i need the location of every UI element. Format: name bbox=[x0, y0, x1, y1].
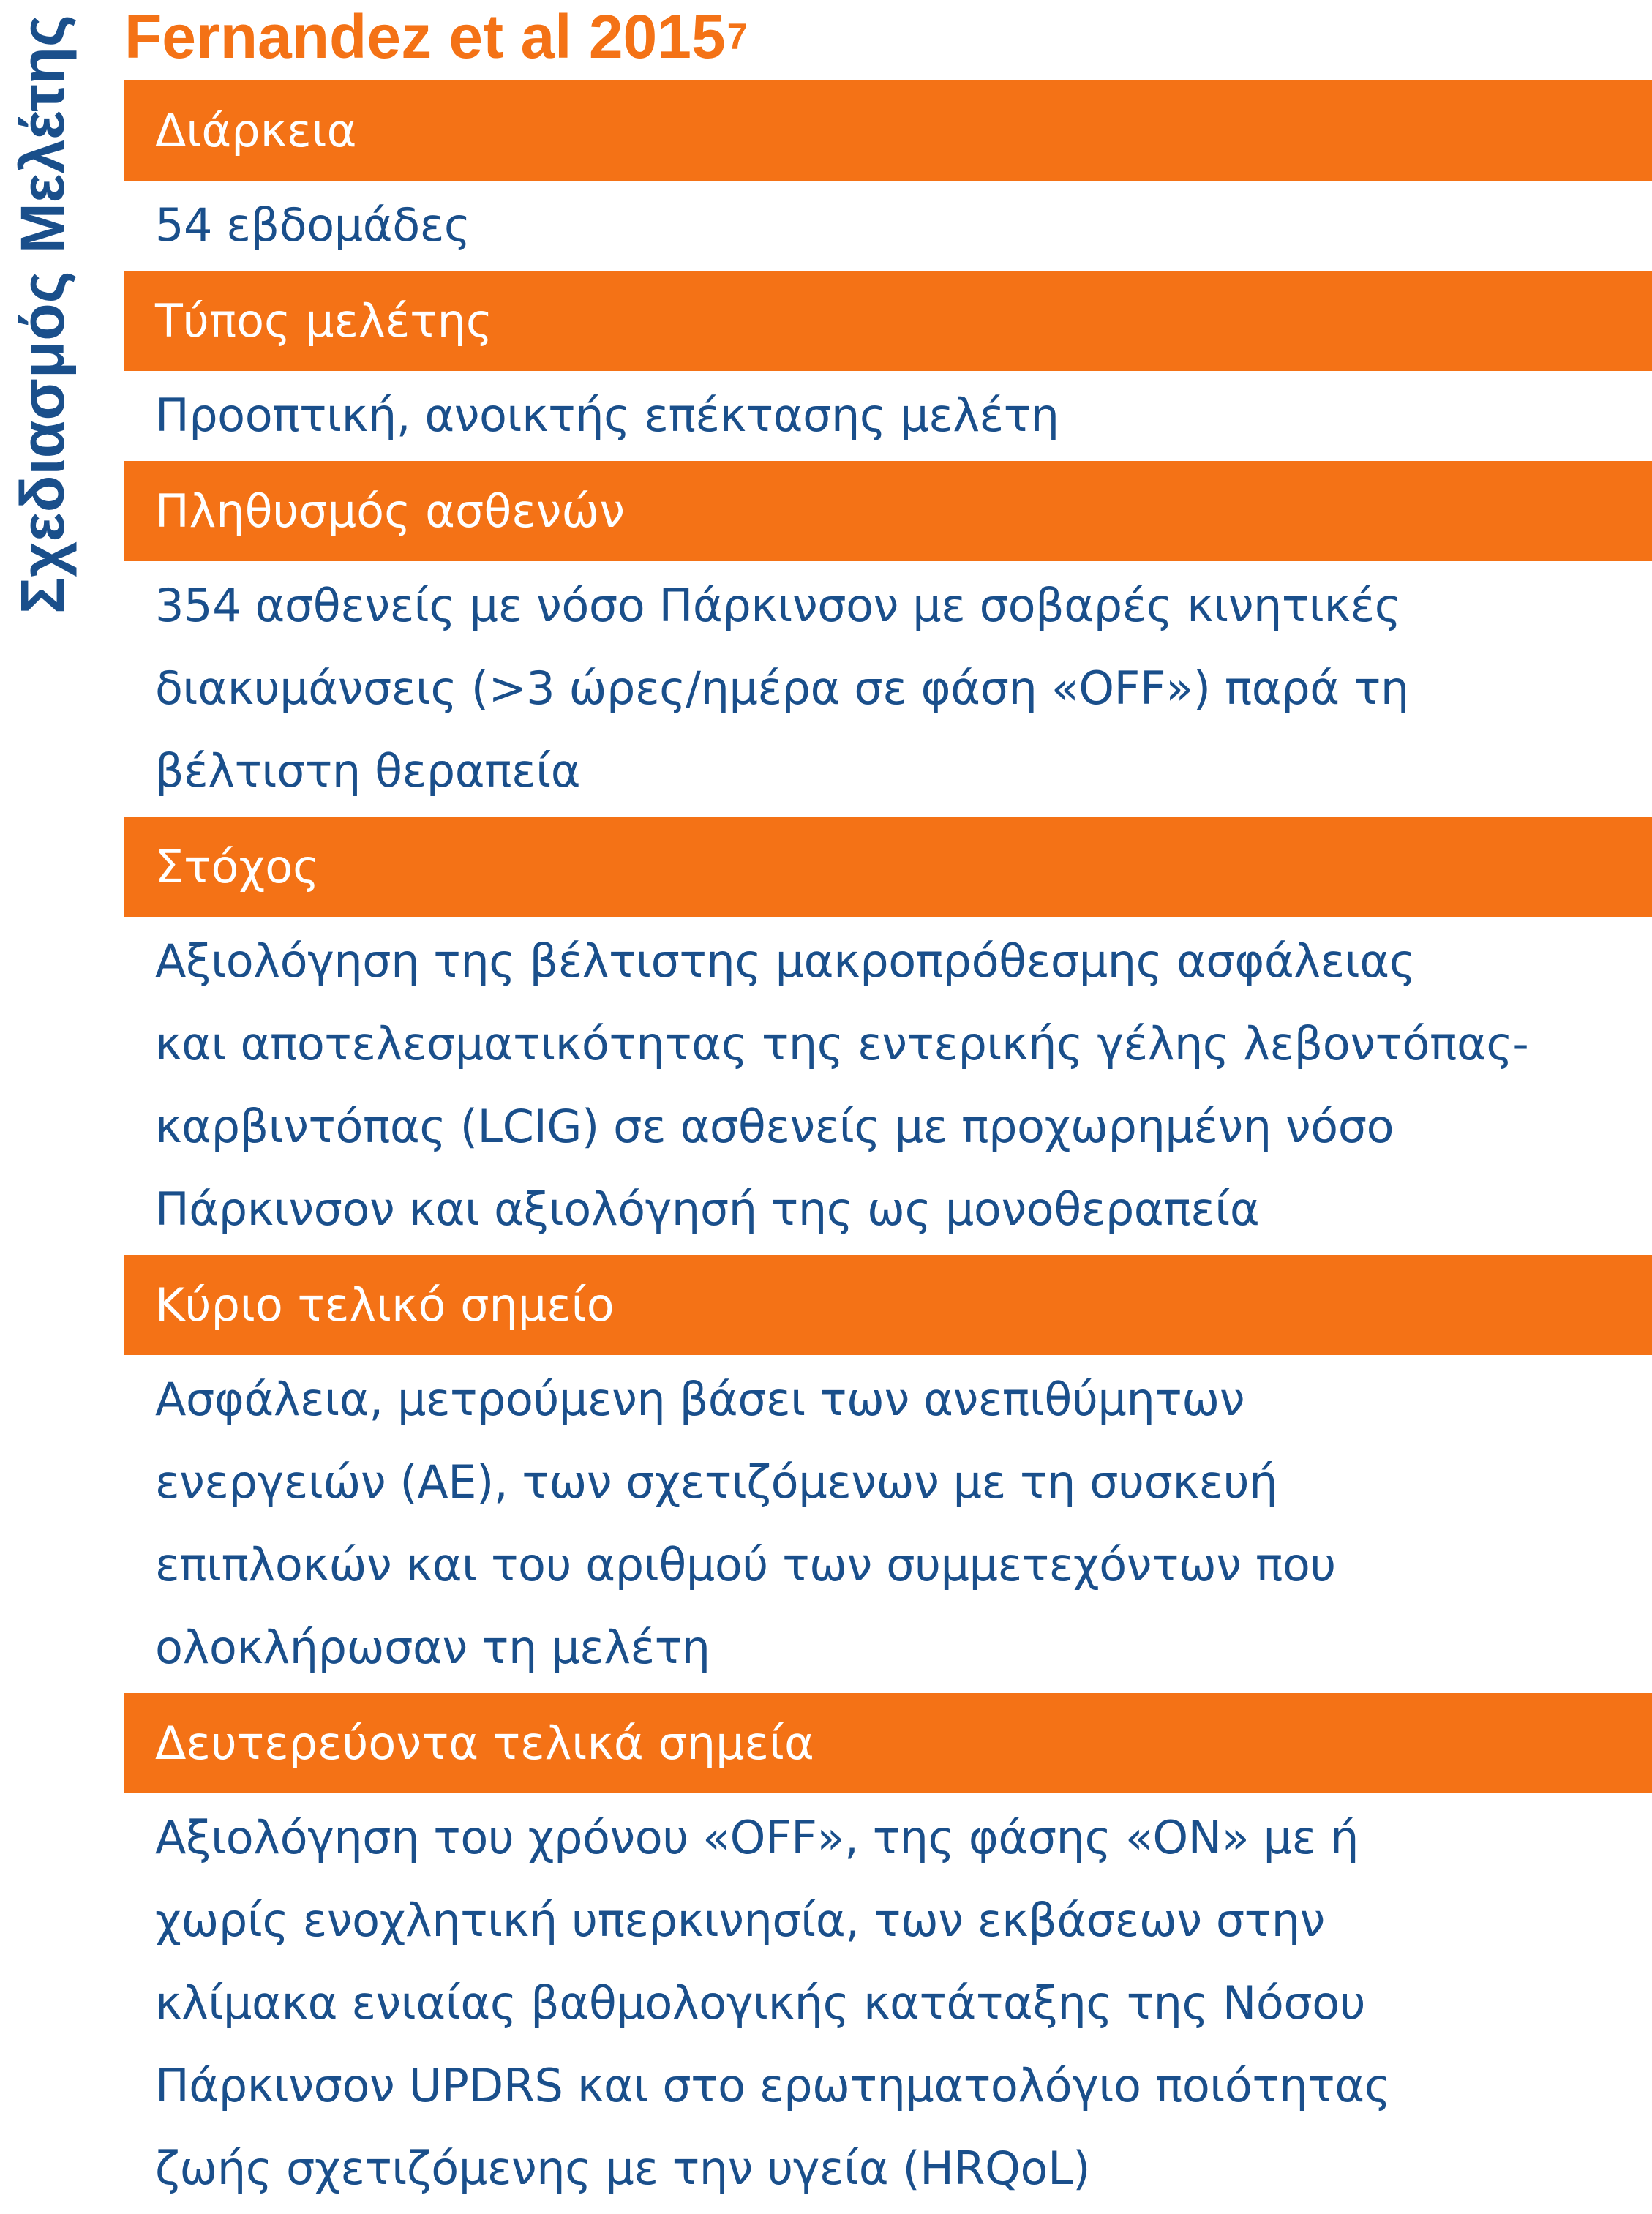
body-line: Αξιολόγηση της βέλτιστης μακροπρόθεσμης ασφάλειας bbox=[155, 934, 1416, 988]
body-line: και αποτελεσματικότητας της εντερικής γέλης λεβοντόπας- bbox=[155, 1017, 1529, 1070]
body-line: καρβιντόπας (LCIG) σε ασθενείς με προχωρημένη νόσο bbox=[155, 1100, 1394, 1153]
body-line: επιπλοκών και του αριθμού των συμμετεχόντων που bbox=[155, 1538, 1336, 1591]
title-text: Fernandez et al 2015 bbox=[124, 2, 726, 71]
body-line: Ασφάλεια, μετρούμενη βάσει των ανεπιθύμητων bbox=[155, 1373, 1245, 1426]
body-line: 354 ασθενείς με νόσο Πάρκινσον με σοβαρές κινητικές bbox=[155, 579, 1401, 632]
section-body bbox=[124, 917, 1652, 1255]
body-line: διακυμάνσεις (>3 ώρες/ημέρα σε φάση «OFF») παρά τη bbox=[155, 661, 1409, 715]
section-patient-population bbox=[124, 461, 1652, 817]
body-line: βέλτιστη θεραπεία bbox=[155, 744, 581, 798]
body-line: Πάρκινσον και αξιολόγησή της ως μονοθεραπεία bbox=[155, 1182, 1260, 1236]
body-line: Προοπτική, ανοικτής επέκτασης μελέτη bbox=[155, 389, 1059, 442]
body-line: ζωής σχετιζόμενης με την υγεία (HRQoL) bbox=[155, 2142, 1091, 2195]
section-body bbox=[124, 181, 1652, 271]
body-line: ενεργειών (AE), των σχετιζόμενων με τη συσκευή bbox=[155, 1455, 1278, 1509]
section-heading: Διάρκεια bbox=[124, 80, 1652, 181]
section-heading: Στόχος bbox=[124, 817, 1652, 917]
section-body bbox=[124, 371, 1652, 461]
section-body bbox=[124, 1793, 1652, 2214]
section-primary-endpoint bbox=[124, 1255, 1652, 1693]
section-heading: Πληθυσμός ασθενών bbox=[124, 461, 1652, 561]
section-heading: Κύριο τελικό σημείο bbox=[124, 1255, 1652, 1355]
section-secondary-endpoints bbox=[124, 1693, 1652, 2214]
title-reference: 7 bbox=[726, 16, 748, 57]
study-design-table bbox=[124, 80, 1652, 2214]
section-heading: Τύπος μελέτης bbox=[124, 271, 1652, 371]
section-objective bbox=[124, 817, 1652, 1255]
side-title: Σχεδιασμός Μελέτης bbox=[8, 15, 77, 614]
section-duration bbox=[124, 80, 1652, 271]
page-title bbox=[124, 0, 748, 80]
body-line: 54 εβδομάδες bbox=[155, 198, 470, 252]
body-line: Αξιολόγηση του χρόνου «OFF», της φάσης «ON» με ή bbox=[155, 1811, 1359, 1864]
body-line: Πάρκινσον UPDRS και στο ερωτηματολόγιο ποιότητας bbox=[155, 2059, 1391, 2112]
section-study-type bbox=[124, 271, 1652, 461]
body-line: χωρίς ενοχλητική υπερκινησία, των εκβάσεων στην bbox=[155, 1894, 1325, 1947]
section-body bbox=[124, 1355, 1652, 1693]
body-line: κλίμακα ενιαίας βαθμολογικής κατάταξης της Νόσου bbox=[155, 1976, 1366, 2030]
section-heading: Δευτερεύοντα τελικά σημεία bbox=[124, 1693, 1652, 1793]
body-line: ολοκλήρωσαν τη μελέτη bbox=[155, 1621, 710, 1674]
section-body bbox=[124, 561, 1652, 817]
